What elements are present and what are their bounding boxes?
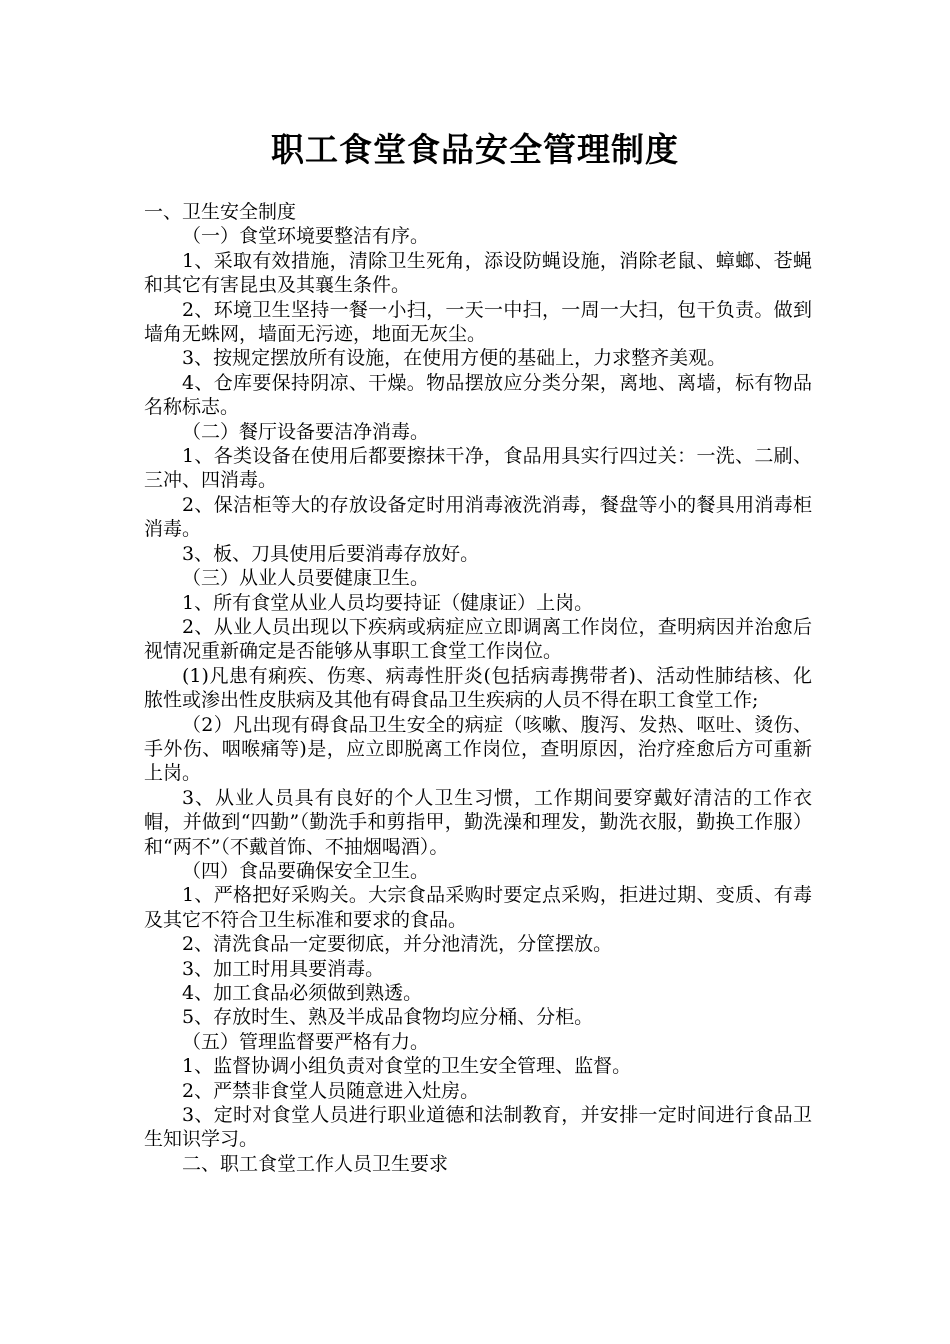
paragraph: 3、板、刀具使用后要消毒存放好。	[182, 542, 480, 565]
paragraph: 3、从业人员具有良好的个人卫生习惯，工作期间要穿戴好清洁的工作衣帽，并做到“四勤”（勤洗手和剪指甲，勤洗澡和理发，勤洗衣服，勤换工作服）和“两不”（不戴首饰、不抽烟喝酒）。	[144, 786, 812, 858]
paragraph: 2、从业人员出现以下疾病或病症应立即调离工作岗位，查明病因并治愈后视情况重新确定是否能够从事职工食堂工作岗位。	[144, 615, 812, 663]
paragraph: 1、各类设备在使用后都要擦抹干净，食品用具实行四过关：一洗、二刷、三冲、四消毒。	[144, 445, 812, 492]
paragraph: 4、仓库要保持阴凉、干燥。物品摆放应分类分架，离地、离墙，标有物品名称标志。	[144, 371, 812, 419]
paragraph: 5、存放时生、熟及半成品食物均应分桶、分柜。	[182, 1006, 594, 1029]
document-body	[144, 200, 812, 1176]
paragraph: （三）从业人员要健康卫生。	[182, 567, 430, 590]
paragraph: 3、定时对食堂人员进行职业道德和法制教育，并安排一定时间进行食品卫生知识学习。	[144, 1104, 812, 1151]
paragraph: （一）食堂环境要整洁有序。	[182, 225, 430, 248]
paragraph: （2）凡出现有碍食品卫生安全的病症（咳嗽、腹泻、发热、呕吐、烫伤、手外伤、咽喉痛等)是，应立即脱离工作岗位，查明原因，治疗痊愈后方可重新上岗。	[144, 713, 812, 785]
paragraph: 2、严禁非食堂人员随意进入灶房。	[182, 1079, 480, 1102]
paragraph: 1、监督协调小组负责对食堂的卫生安全管理、监督。	[182, 1055, 632, 1078]
paragraph: 1、严格把好采购关。大宗食品采购时要定点采购，拒进过期、变质、有毒及其它不符合卫生标准和要求的食品。	[144, 884, 812, 931]
paragraph: 二、职工食堂工作人员卫生要求	[182, 1152, 449, 1175]
paragraph: 3、加工时用具要消毒。	[182, 957, 385, 980]
paragraph: 3、按规定摆放所有设施，在使用方便的基础上，力求整齐美观。	[182, 347, 727, 370]
paragraph: 1、采取有效措施，清除卫生死角，添设防蝇设施，消除老鼠、蟑螂、苍蝇和其它有害昆虫及其襄生条件。	[144, 249, 812, 297]
paragraph: （五）管理监督要严格有力。	[182, 1030, 430, 1053]
paragraph: （四）食品要确保安全卫生。	[182, 859, 430, 882]
paragraph: （二）餐厅设备要洁净消毒。	[182, 420, 430, 443]
page-title: 职工食堂食品安全管理制度	[271, 130, 679, 169]
paragraph: 一、卫生安全制度	[144, 201, 297, 223]
paragraph: 1、所有食堂从业人员均要持证（健康证）上岗。	[182, 591, 594, 614]
paragraph: (1)凡患有痢疾、伤寒、病毒性肝炎(包括病毒携带者)、活动性肺结核、化脓性或渗出性皮肤病及其他有碍食品卫生疾病的人员不得在职工食堂工作;	[144, 664, 812, 712]
paragraph: 4、加工食品必须做到熟透。	[182, 982, 423, 1004]
paragraph: 2、环境卫生坚持一餐一小扫，一天一中扫，一周一大扫，包干负责。做到墙角无蛛网，墙面无污迹，地面无灰尘。	[144, 298, 812, 346]
paragraph: 2、保洁柜等大的存放设备定时用消毒液洗消毒，餐盘等小的餐具用消毒柜消毒。	[144, 493, 812, 541]
paragraph: 2、清洗食品一定要彻底，并分池清洗，分筐摆放。	[182, 933, 613, 956]
